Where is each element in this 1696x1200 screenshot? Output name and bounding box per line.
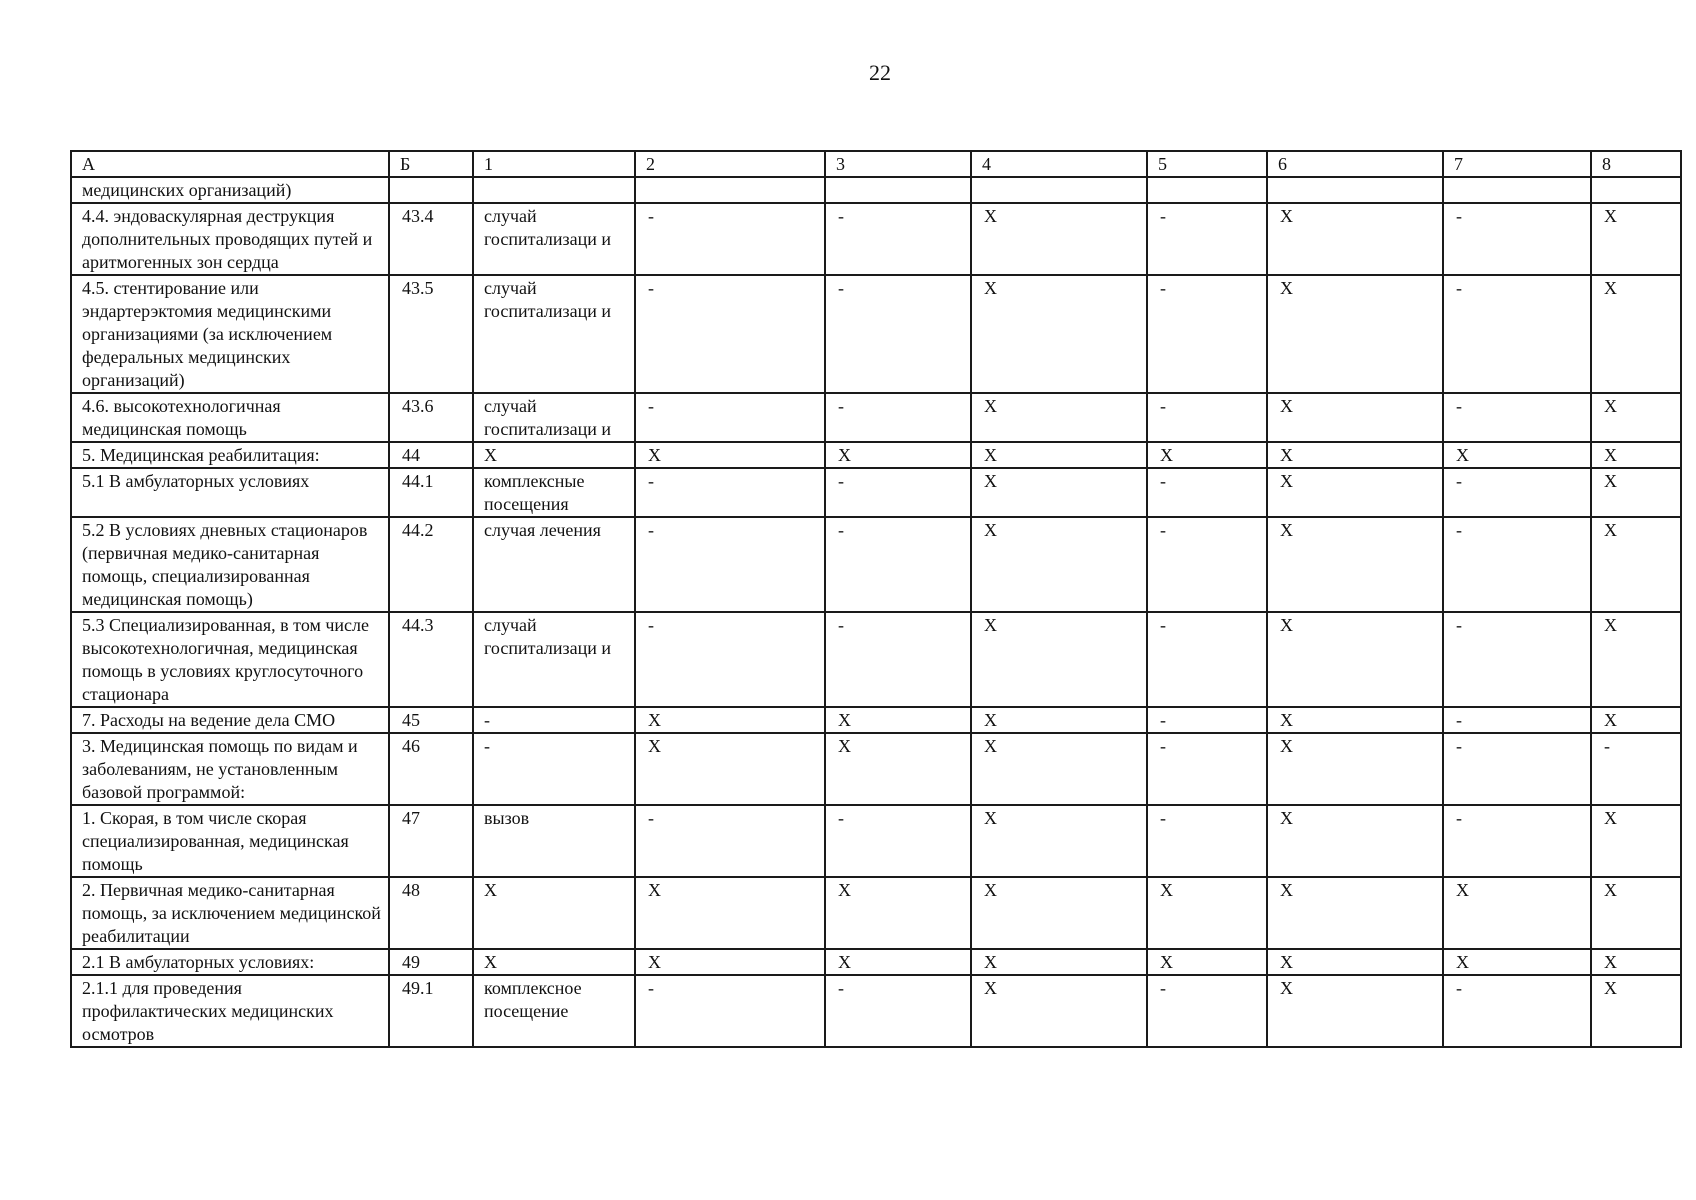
value-cell: X: [971, 517, 1147, 612]
value-cell: X: [1267, 707, 1443, 733]
row-unit-cell: комплексные посещения: [473, 468, 635, 517]
row-unit-cell: X: [473, 877, 635, 949]
value-cell: X: [1147, 877, 1267, 949]
row-name-cell: 2.1 В амбулаторных условиях:: [71, 949, 389, 975]
value-cell: X: [1443, 877, 1591, 949]
row-unit-cell: комплексное посещение: [473, 975, 635, 1047]
column-header: 2: [635, 151, 825, 177]
row-code-cell: 44.1: [389, 468, 473, 517]
value-cell: X: [635, 949, 825, 975]
row-name-cell: 7. Расходы на ведение дела СМО: [71, 707, 389, 733]
row-code-cell: 43.4: [389, 203, 473, 275]
value-cell: -: [1443, 393, 1591, 442]
row-name-cell: 1. Скорая, в том числе скорая специализированная, медицинская помощь: [71, 805, 389, 877]
value-cell: X: [1591, 203, 1681, 275]
column-header: 1: [473, 151, 635, 177]
row-name-cell: 2. Первичная медико-санитарная помощь, за исключением медицинской реабилитации: [71, 877, 389, 949]
value-cell: -: [825, 203, 971, 275]
value-cell: -: [1147, 517, 1267, 612]
value-cell: X: [1267, 733, 1443, 805]
value-cell: X: [635, 442, 825, 468]
row-name-cell: медицинских организаций): [71, 177, 389, 203]
value-cell: X: [1591, 442, 1681, 468]
value-cell: -: [1147, 612, 1267, 707]
value-cell: X: [1267, 275, 1443, 393]
value-cell: [1267, 177, 1443, 203]
value-cell: X: [971, 612, 1147, 707]
value-cell: [1591, 177, 1681, 203]
value-cell: -: [825, 805, 971, 877]
value-cell: -: [1147, 733, 1267, 805]
value-cell: [825, 177, 971, 203]
row-code-cell: 43.5: [389, 275, 473, 393]
value-cell: -: [825, 393, 971, 442]
value-cell: X: [1147, 442, 1267, 468]
row-code-cell: 47: [389, 805, 473, 877]
value-cell: -: [1443, 707, 1591, 733]
row-unit-cell: -: [473, 707, 635, 733]
value-cell: -: [635, 612, 825, 707]
row-code-cell: 44.2: [389, 517, 473, 612]
row-code-cell: 48: [389, 877, 473, 949]
value-cell: -: [1443, 468, 1591, 517]
value-cell: X: [1591, 707, 1681, 733]
column-header: Б: [389, 151, 473, 177]
value-cell: X: [1591, 949, 1681, 975]
row-name-cell: 4.4. эндоваскулярная деструкция дополнительных проводящих путей и аритмогенных зон сердца: [71, 203, 389, 275]
row-unit-cell: X: [473, 949, 635, 975]
value-cell: X: [1591, 877, 1681, 949]
row-unit-cell: случая лечения: [473, 517, 635, 612]
value-cell: -: [1443, 805, 1591, 877]
page-number: 22: [869, 60, 891, 85]
value-cell: X: [825, 733, 971, 805]
row-code-cell: 44.3: [389, 612, 473, 707]
value-cell: -: [1147, 203, 1267, 275]
value-cell: X: [1267, 442, 1443, 468]
value-cell: [635, 177, 825, 203]
table-row: [71, 177, 1681, 203]
value-cell: -: [825, 517, 971, 612]
value-cell: [971, 177, 1147, 203]
column-header: 6: [1267, 151, 1443, 177]
row-code-cell: 45: [389, 707, 473, 733]
table-row: [71, 707, 1681, 733]
value-cell: X: [635, 877, 825, 949]
column-header: 5: [1147, 151, 1267, 177]
row-name-cell: 5.2 В условиях дневных стационаров (первичная медико-санитарная помощь, специализированная медицинская помощь): [71, 517, 389, 612]
value-cell: -: [1443, 275, 1591, 393]
value-cell: -: [635, 805, 825, 877]
value-cell: -: [635, 203, 825, 275]
value-cell: X: [971, 203, 1147, 275]
value-cell: -: [635, 975, 825, 1047]
value-cell: -: [825, 468, 971, 517]
column-header: 4: [971, 151, 1147, 177]
value-cell: -: [1147, 707, 1267, 733]
row-code-cell: 44: [389, 442, 473, 468]
value-cell: X: [1267, 949, 1443, 975]
header-row: [71, 151, 1681, 177]
value-cell: -: [825, 612, 971, 707]
value-cell: X: [1267, 877, 1443, 949]
value-cell: X: [1267, 203, 1443, 275]
value-cell: -: [825, 975, 971, 1047]
column-header: 7: [1443, 151, 1591, 177]
value-cell: -: [1147, 805, 1267, 877]
value-cell: X: [1267, 468, 1443, 517]
value-cell: X: [971, 805, 1147, 877]
value-cell: X: [1267, 517, 1443, 612]
row-name-cell: 2.1.1 для проведения профилактических медицинских осмотров: [71, 975, 389, 1047]
value-cell: X: [825, 707, 971, 733]
row-unit-cell: случай госпитализаци и: [473, 203, 635, 275]
value-cell: X: [1591, 805, 1681, 877]
value-cell: X: [825, 877, 971, 949]
value-cell: [1443, 177, 1591, 203]
value-cell: -: [1443, 612, 1591, 707]
column-header: 3: [825, 151, 971, 177]
row-unit-cell: X: [473, 442, 635, 468]
column-header: А: [71, 151, 389, 177]
row-code-cell: 49.1: [389, 975, 473, 1047]
row-code-cell: [389, 177, 473, 203]
row-code-cell: 43.6: [389, 393, 473, 442]
table-row: [71, 612, 1681, 707]
table-row: [71, 517, 1681, 612]
row-unit-cell: случай госпитализаци и: [473, 275, 635, 393]
row-name-cell: 3. Медицинская помощь по видам и заболеваниям, не установленным базовой программой:: [71, 733, 389, 805]
value-cell: X: [971, 442, 1147, 468]
value-cell: -: [635, 275, 825, 393]
value-cell: -: [635, 393, 825, 442]
value-cell: -: [635, 468, 825, 517]
value-cell: X: [1591, 393, 1681, 442]
row-unit-cell: [473, 177, 635, 203]
value-cell: -: [1147, 275, 1267, 393]
value-cell: X: [1591, 275, 1681, 393]
value-cell: X: [1267, 393, 1443, 442]
value-cell: X: [635, 733, 825, 805]
value-cell: X: [1591, 517, 1681, 612]
table-row: [71, 203, 1681, 275]
value-cell: X: [971, 707, 1147, 733]
value-cell: X: [1443, 949, 1591, 975]
row-code-cell: 49: [389, 949, 473, 975]
value-cell: X: [1591, 975, 1681, 1047]
table-row: [71, 468, 1681, 517]
value-cell: X: [971, 275, 1147, 393]
value-cell: X: [825, 442, 971, 468]
value-cell: X: [971, 393, 1147, 442]
row-name-cell: 5.3 Специализированная, в том числе высокотехнологичная, медицинская помощь в условиях круглосуточного стационара: [71, 612, 389, 707]
table-row: [71, 733, 1681, 805]
row-code-cell: 46: [389, 733, 473, 805]
table-row: [71, 275, 1681, 393]
value-cell: -: [825, 275, 971, 393]
table-row: [71, 442, 1681, 468]
row-name-cell: 4.5. стентирование или эндартерэктомия медицинскими организациями (за исключением федеральных медицинских организаций): [71, 275, 389, 393]
row-unit-cell: случай госпитализаци и: [473, 612, 635, 707]
value-cell: X: [971, 733, 1147, 805]
value-cell: X: [971, 468, 1147, 517]
row-name-cell: 4.6. высокотехнологичная медицинская помощь: [71, 393, 389, 442]
value-cell: -: [1147, 468, 1267, 517]
value-cell: X: [971, 975, 1147, 1047]
value-cell: X: [971, 949, 1147, 975]
row-unit-cell: случай госпитализаци и: [473, 393, 635, 442]
table-row: [71, 949, 1681, 975]
row-name-cell: 5.1 В амбулаторных условиях: [71, 468, 389, 517]
value-cell: X: [1591, 468, 1681, 517]
row-unit-cell: вызов: [473, 805, 635, 877]
table-row: [71, 975, 1681, 1047]
value-cell: X: [971, 877, 1147, 949]
table-row: [71, 877, 1681, 949]
value-cell: X: [635, 707, 825, 733]
value-cell: X: [1147, 949, 1267, 975]
data-table: [70, 150, 1682, 1048]
value-cell: X: [1443, 442, 1591, 468]
value-cell: [1147, 177, 1267, 203]
row-unit-cell: -: [473, 733, 635, 805]
value-cell: X: [1267, 975, 1443, 1047]
value-cell: -: [1147, 393, 1267, 442]
value-cell: -: [1443, 733, 1591, 805]
value-cell: -: [1591, 733, 1681, 805]
table-row: [71, 805, 1681, 877]
value-cell: X: [1267, 612, 1443, 707]
table-row: [71, 393, 1681, 442]
value-cell: -: [635, 517, 825, 612]
value-cell: X: [1267, 805, 1443, 877]
value-cell: X: [1591, 612, 1681, 707]
value-cell: -: [1443, 203, 1591, 275]
value-cell: -: [1147, 975, 1267, 1047]
value-cell: -: [1443, 517, 1591, 612]
value-cell: -: [1443, 975, 1591, 1047]
value-cell: X: [825, 949, 971, 975]
column-header: 8: [1591, 151, 1681, 177]
row-name-cell: 5. Медицинская реабилитация:: [71, 442, 389, 468]
